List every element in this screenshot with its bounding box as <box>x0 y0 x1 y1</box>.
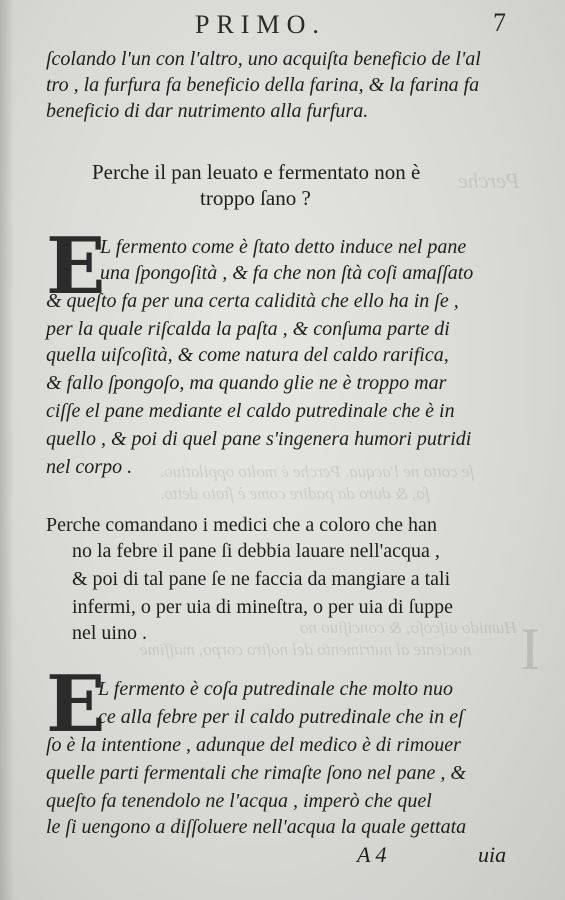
text-line: quello , & poi di quel pane s'ingenera humori putridi <box>46 428 472 450</box>
show-through-text: ſo, & duro da padire come è ſtato detto. <box>160 484 430 503</box>
text-line: & fallo ſpongoſo, ma quando glie ne è troppo mar <box>46 372 447 394</box>
heading-line: troppo ſano ? <box>200 186 311 210</box>
text-line: tro , la furfura fa beneficio della farina, & la farina fa <box>46 74 480 96</box>
page-header <box>0 8 565 40</box>
text-line: L fermento è coſa putredinale che molto nuo <box>98 678 453 700</box>
signature-mark: A 4 <box>357 842 387 867</box>
heading-line: Perche comandano i medici che a coloro che han <box>46 514 437 536</box>
text-line: beneficio di dar nutrimento alla furfura. <box>46 100 369 122</box>
show-through-text: Humido uiſcoſo, & conciſiuo no <box>300 618 517 637</box>
drop-cap-initial: E <box>46 221 106 312</box>
heading-line: no la febre il pane ſi debbia lauare nell'acqua , <box>72 540 440 562</box>
drop-cap-initial: E <box>46 659 106 750</box>
text-line: ce alla febre per il caldo putredinale che in eſ <box>98 706 464 728</box>
show-through-initial: I <box>520 616 540 682</box>
heading-line: Perche il pan leuato e fermentato non è <box>92 160 421 184</box>
show-through-text: Perche <box>458 168 520 193</box>
text-line: nel corpo . <box>46 456 133 478</box>
text-line: ſcolando l'un con l'altro, uno acquiſta beneficio de l'al <box>46 48 481 70</box>
text-line: L fermento come è ſtato detto induce nel pane <box>100 236 467 258</box>
show-through-text: nociente al nutrimento del noſtro corpo, maſſime <box>140 640 472 659</box>
text-line: queſto fa tenendolo ne l'acqua , imperò che quel <box>46 790 432 812</box>
text-line: quelle parti fermentali che rimaſte ſono nel pane , & <box>46 762 466 784</box>
heading-line: nel uino . <box>72 622 147 644</box>
show-through-text: ſe cotto ne l'acqua. Perche è molto oppilatiuo. <box>160 462 475 481</box>
text-line: quella uiſcoſità, & come natura del caldo rarifica, <box>46 344 449 366</box>
text-line: per la quale riſcalda la paſta , & conſuma parte di <box>46 318 450 340</box>
text-line: ciſſe el pane mediante el caldo putredinale che è in <box>46 400 455 422</box>
text-line: le ſi uengono a diſſoluere nell'acqua la quale gettata <box>46 816 467 838</box>
text-line: ſo è la intentione , adunque del medico è di rimouer <box>46 734 461 756</box>
running-head: PRIMO. <box>195 10 326 39</box>
page-edge-shadow <box>0 0 14 900</box>
heading-line: infermi, o per uia di mineſtra, o per uia di ſuppe <box>72 596 453 618</box>
catchword: uia <box>478 842 507 867</box>
text-line: & queſto fa per una certa calidità che ello ha in ſe , <box>46 290 459 312</box>
text-line: una ſpongoſità , & fa che non ſtà coſi amaſſato <box>100 262 474 284</box>
heading-line: & poi di tal pane ſe ne faccia da mangiare a tali <box>72 568 451 590</box>
page-number: 7 <box>493 8 506 37</box>
